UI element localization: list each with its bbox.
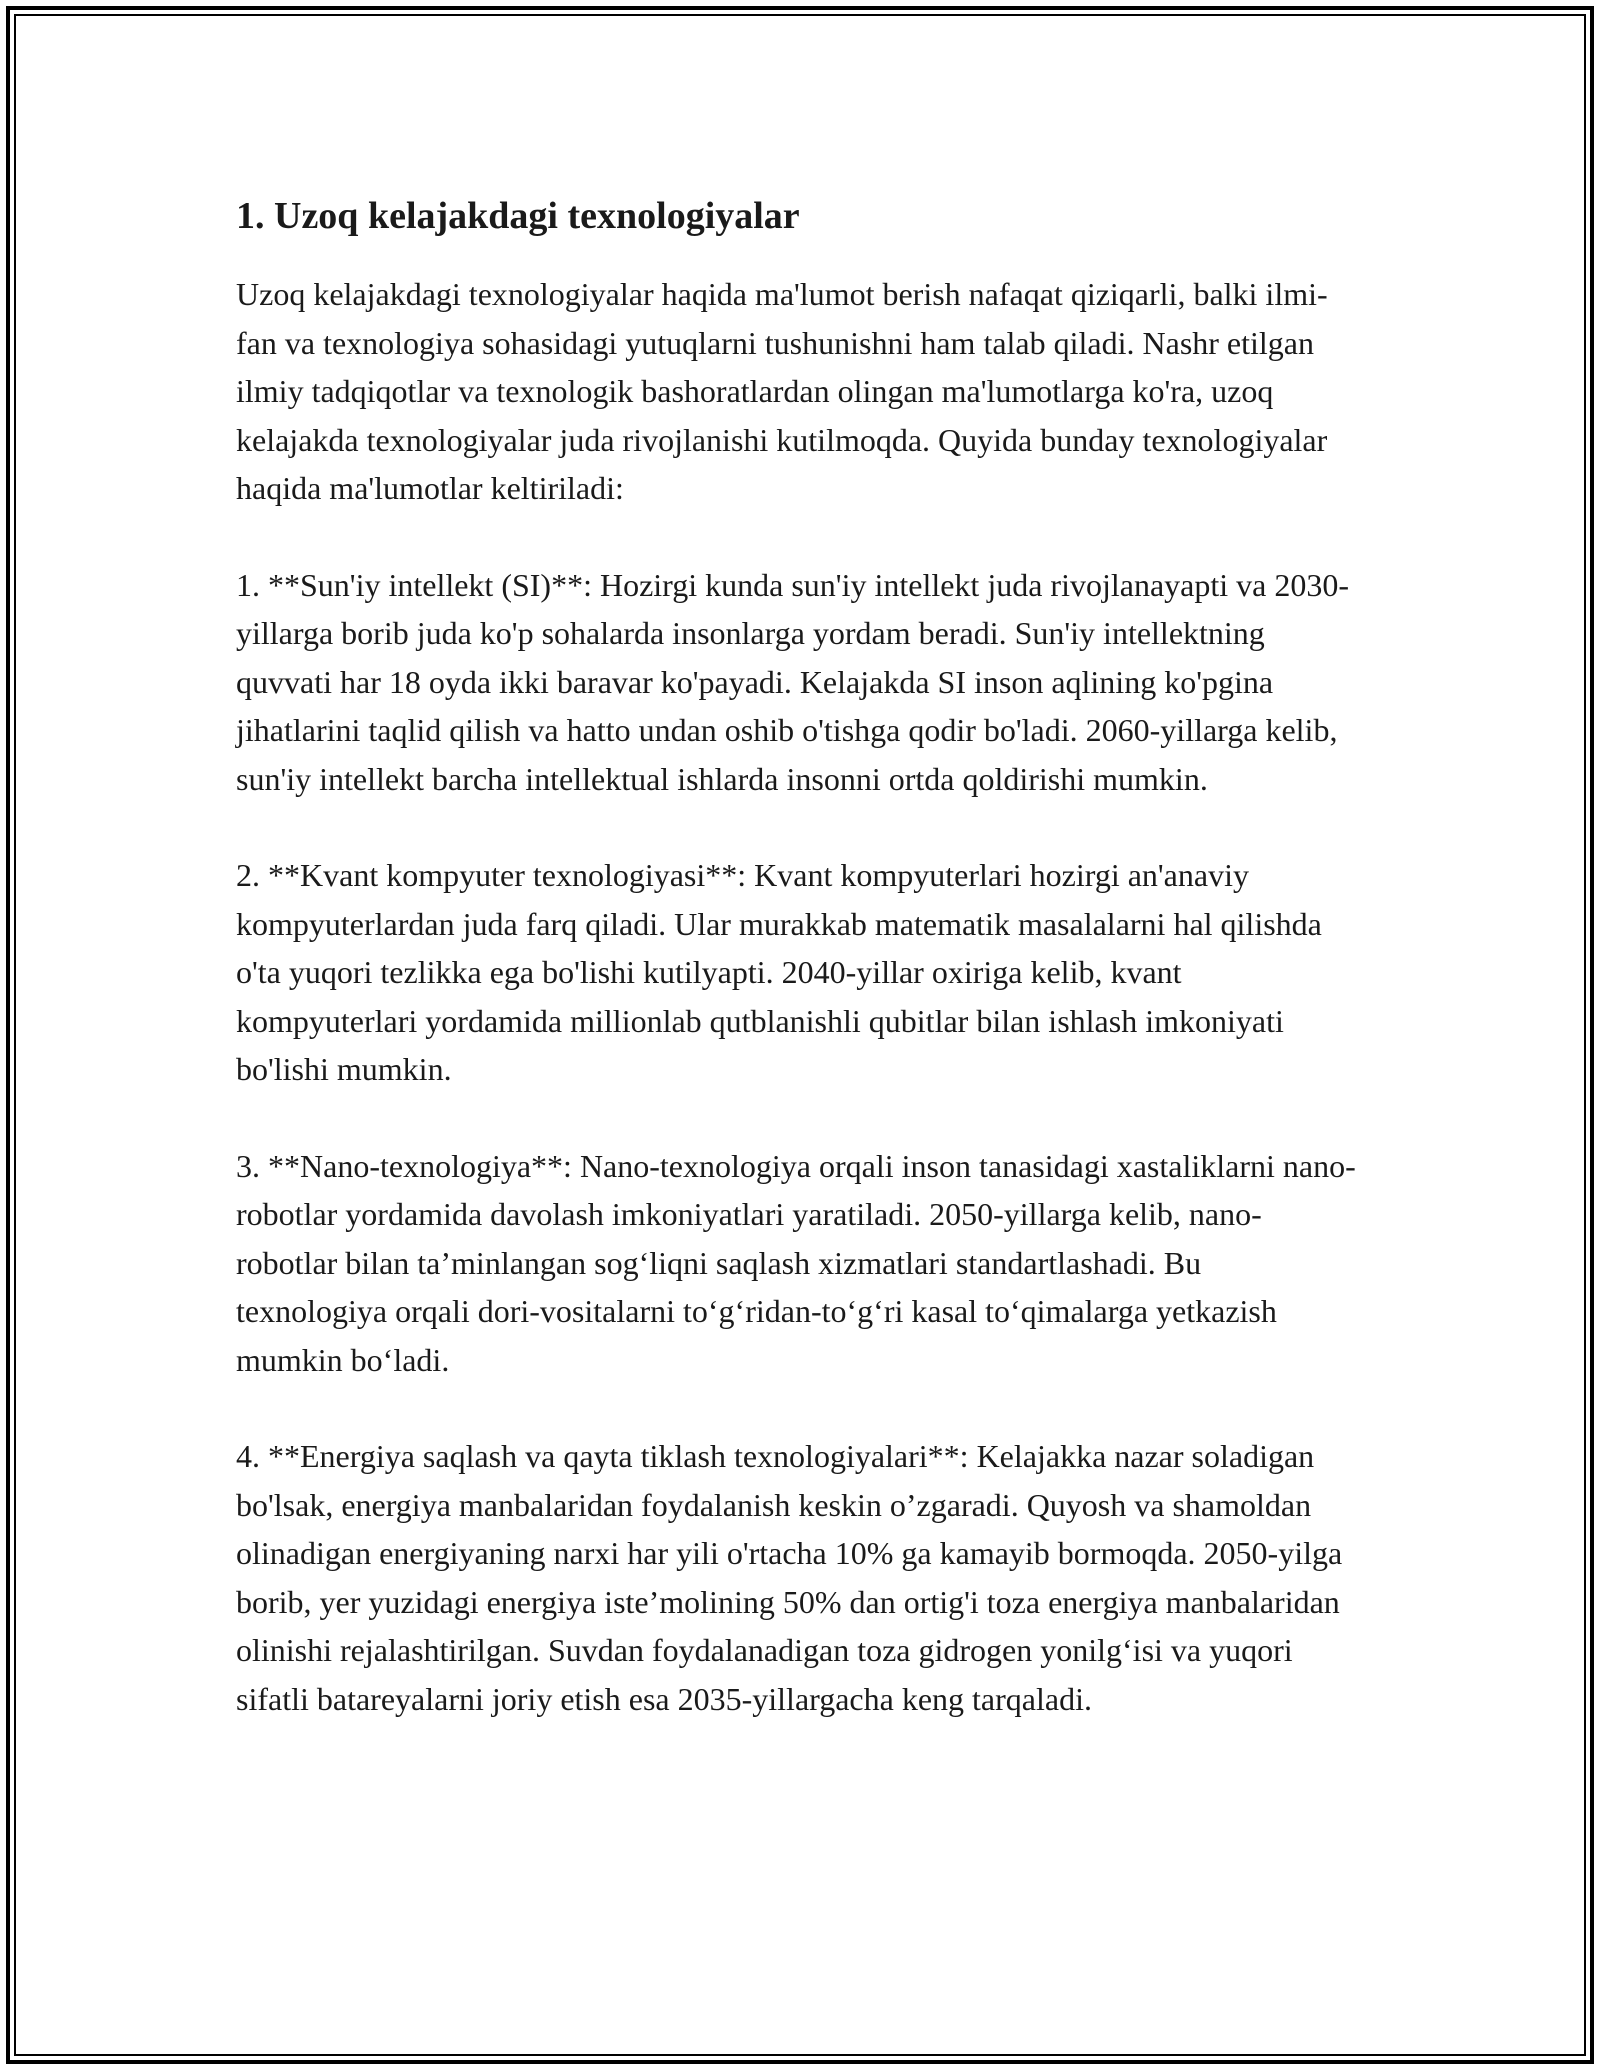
- intro-paragraph: Uzoq kelajakdagi texnologiyalar haqida ma'lumot berish nafaqat qiziqarli, balki ilmi-fan va texnologiya sohasidagi yutuqlarni tushunishni ham talab qiladi. Nashr etilgan ilmiy tadqiqotlar va texnologik bashoratlardan olingan ma'lumotlarga ko'ra, uzoq kelajakda texnologiyalar juda rivojlanishi kutilmoqda. Quyida bunday texnologiyalar haqida ma'lumotlar keltiriladi:: [236, 276, 1328, 506]
- document-title: 1. Uzoq kelajakdagi texnologiyalar: [236, 195, 800, 237]
- paragraph-nanotechnology: 3. **Nano-texnologiya**: Nano-texnologiya orqali inson tanasidagi xastaliklarni nano-robotlar yordamida davolash imkoniyatlari yaratiladi. 2050-yillarga kelib, nano-robotlar bilan ta’minlangan sog‘liqni saqlash xizmatlari standartlashadi. Bu texnologiya orqali dori-vositalarni to‘g‘ridan-to‘g‘ri kasal to‘qimalarga yetkazish mumkin bo‘ladi.: [236, 1147, 1356, 1378]
- document-page: [236, 188, 1356, 1771]
- paragraph-quantum-computing: 2. **Kvant kompyuter texnologiyasi**: Kvant kompyuterlari hozirgi an'anaviy kompyuterlardan juda farq qiladi. Ular murakkab matematik masalalarni hal qilishda o'ta yuqori tezlikka ega bo'lishi kutilyapti. 2040-yillar oxiriga kelib, kvant kompyuterlari yordamida millionlab qutblanishli qubitlar bilan ishlash imkoniyati bo'lishi mumkin.: [236, 857, 1322, 1087]
- paragraph-energy: 4. **Energiya saqlash va qayta tiklash texnologiyalari**: Kelajakka nazar soladigan bo'lsak, energiya manbalaridan foydalanish keskin o’zgaradi. Quyosh va shamoldan olinadigan energiyaning narxi har yili o'rtacha 10% ga kamayib bormoqda. 2050-yilga borib, yer yuzidagi energiya iste’molining 50% dan ortig'i toza energiya manbalaridan olinishi rejalashtirilgan. Suvdan foydalanadigan toza gidrogen yonilg‘isi va yuqori sifatli batareyalarni joriy etish esa 2035-yillargacha keng tarqaladi.: [236, 1438, 1343, 1717]
- paragraph-artificial-intelligence: 1. **Sun'iy intellekt (SI)**: Hozirgi kunda sun'iy intellekt juda rivojlanayapti va 2030-yillarga borib juda ko'p sohalarda insonlarga yordam beradi. Sun'iy intellektning quvvati har 18 oyda ikki baravar ko'payadi. Kelajakda SI inson aqlining ko'pgina jihatlarini taqlid qilish va hatto undan oshib o'tishga qodir bo'ladi. 2060-yillarga kelib, sun'iy intellekt barcha intellektual ishlarda insonni ortda qoldirishi mumkin.: [236, 566, 1349, 797]
